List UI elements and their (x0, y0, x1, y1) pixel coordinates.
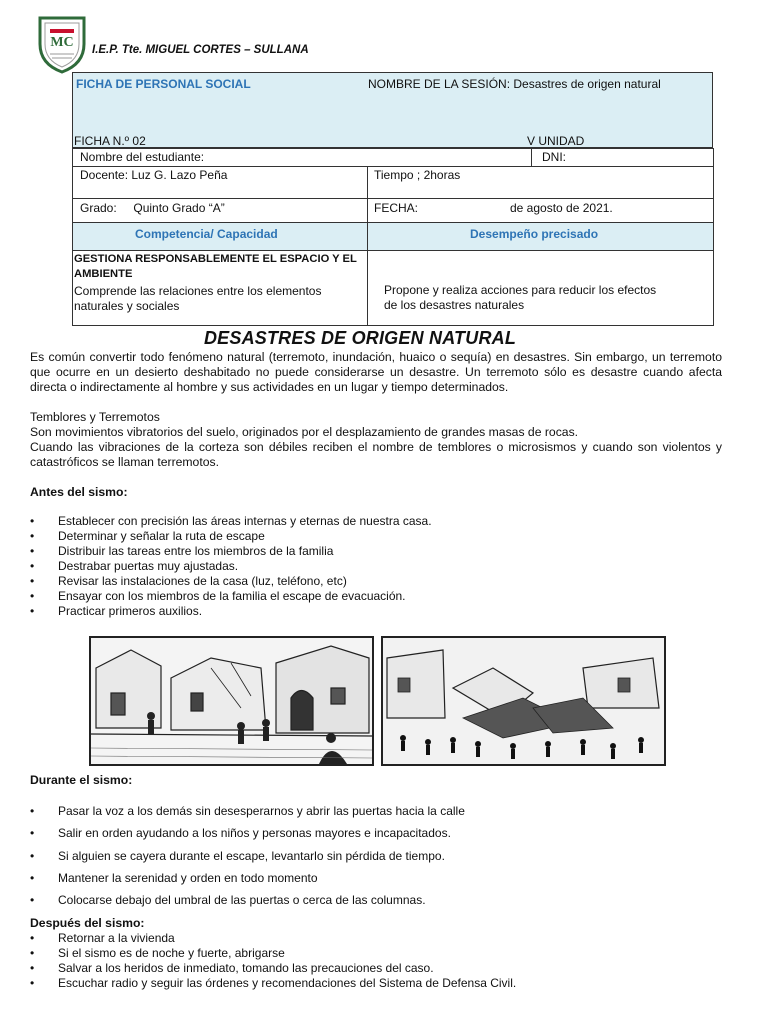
svg-text:MC: MC (50, 35, 74, 50)
list-item (30, 849, 720, 864)
grid-line (367, 166, 368, 326)
despues-heading: Después del sismo: (30, 916, 145, 930)
list-item (30, 559, 720, 574)
list-item-text: Salir en orden ayudando a los niños y personas mayores e incapacitados. (58, 826, 451, 840)
bullet-icon: • (30, 826, 35, 840)
list-item (30, 961, 720, 976)
list-item (30, 871, 720, 886)
bullet-icon: • (30, 893, 35, 907)
list-item-text: Retornar a la vivienda (58, 931, 175, 945)
durante-heading: Durante el sismo: (30, 773, 133, 787)
antes-heading: Antes del sismo: (30, 485, 128, 499)
session-name: NOMBRE DE LA SESIÓN: Desastres de origen natural (368, 77, 661, 91)
list-item (30, 604, 720, 619)
list-item-text: Mantener la serenidad y orden en todo momento (58, 871, 318, 885)
list-item-text: Pasar la voz a los demás sin desesperarnos y abrir las puertas hacia la calle (58, 804, 465, 818)
list-item (30, 893, 720, 908)
grid-line (72, 148, 714, 149)
list-item (30, 826, 720, 841)
bullet-icon: • (30, 931, 35, 945)
subtitle-temblores: Temblores y Terremotos (30, 410, 160, 424)
page-title: DESASTRES DE ORIGEN NATURAL (203, 328, 517, 348)
competencia-text: GESTIONA RESPONSABLEMENTE EL ESPACIO Y EL (74, 253, 357, 265)
grid-line (72, 148, 73, 326)
list-item (30, 976, 720, 991)
list-item-text: Distribuir las tareas entre los miembros de la familia (58, 544, 334, 558)
definition-text: Son movimientos vibratorios del suelo, originados por el desplazamiento de grandes masas de rocas. (30, 425, 579, 439)
list-item (30, 529, 720, 544)
unidad-label: V UNIDAD (527, 134, 585, 148)
list-item-text: Practicar primeros auxilios. (58, 604, 203, 618)
earthquake-illustration-left (89, 636, 374, 766)
list-item (30, 946, 720, 961)
ficha-title: FICHA DE PERSONAL SOCIAL (76, 77, 251, 91)
bullet-icon: • (30, 514, 35, 528)
date-value: de agosto de 2021. (510, 201, 613, 215)
bullet-icon: • (30, 961, 35, 975)
list-item-text: Si el sismo es de noche y fuerte, abrigarse (58, 946, 285, 960)
ficha-number: FICHA N.º 02 (74, 134, 146, 148)
intro-paragraph: Es común convertir todo fenómeno natural (terremoto, inundación, huaico o sequía) en desastres. Sin embargo, un terremoto que ocurre en un desierto deshabitado no puede considerarse un desastre. Un terremoto sólo es desastre cuando afecta directa o indirectamente al hombre y sus actividades en un lugar y tiempo determinados. (30, 350, 722, 394)
school-logo (36, 14, 88, 74)
grid-line (531, 148, 532, 166)
earthquake-illustration-right (381, 636, 666, 766)
list-item-text: Revisar las instalaciones de la casa (luz, teléfono, etc) (58, 574, 347, 588)
bullet-icon: • (30, 529, 35, 543)
school-name: I.E.P. Tte. MIGUEL CORTES – SULLANA (92, 44, 309, 56)
capacidad-text-2: naturales y sociales (74, 299, 180, 313)
list-item-text: Escuchar radio y seguir las órdenes y recomendaciones del Sistema de Defensa Civil. (58, 976, 517, 990)
grid-line (72, 198, 714, 199)
competencia-text-2: AMBIENTE (74, 268, 133, 280)
grade-label: Grado: Quinto Grado “A” (80, 201, 225, 215)
desempeno-text-2: de los desastres naturales (384, 298, 525, 312)
bullet-icon: • (30, 559, 35, 573)
grid-line (72, 250, 714, 251)
bullet-icon: • (30, 946, 35, 960)
list-item-text: Salvar a los heridos de inmediato, tomando las precauciones del caso. (58, 961, 434, 975)
date-label: FECHA: (374, 201, 419, 215)
bullet-icon: • (30, 604, 35, 618)
grid-line (713, 148, 714, 326)
list-item (30, 804, 720, 819)
grid-line (72, 166, 714, 167)
capacidad-text: Comprende las relaciones entre los elementos (74, 284, 322, 298)
bullet-icon: • (30, 589, 35, 603)
dni-label: DNI: (542, 150, 566, 164)
bullet-icon: • (30, 804, 35, 818)
time-label: Tiempo ; 2horas (374, 168, 461, 182)
list-item (30, 574, 720, 589)
list-item (30, 544, 720, 559)
desempeno-text: Propone y realiza acciones para reducir los efectos (384, 283, 657, 297)
bullet-icon: • (30, 574, 35, 588)
teacher-label: Docente: Luz G. Lazo Peña (80, 168, 228, 182)
bullet-icon: • (30, 849, 35, 863)
bullet-icon: • (30, 544, 35, 558)
bullet-icon: • (30, 871, 35, 885)
list-item-text: Destrabar puertas muy ajustadas. (58, 559, 239, 573)
desempeno-header: Desempeño precisado (470, 227, 599, 241)
list-item-text: Colocarse debajo del umbral de las puertas o cerca de las columnas. (58, 893, 426, 907)
list-item-text: Determinar y señalar la ruta de escape (58, 529, 265, 543)
competencia-header: Competencia/ Capacidad (135, 227, 278, 241)
list-item (30, 514, 720, 529)
list-item-text: Si alguien se cayera durante el escape, levantarlo sin pérdida de tiempo. (58, 849, 445, 863)
grid-line (72, 325, 714, 326)
list-item (30, 589, 720, 604)
definition-text-2: Cuando las vibraciones de la corteza son débiles reciben el nombre de temblores o microsismos y cuando son violentos y catastróficos se llaman terremotos. (30, 440, 722, 469)
student-name-label: Nombre del estudiante: (80, 150, 205, 164)
list-item-text: Establecer con precisión las áreas internas y eternas de nuestra casa. (58, 514, 432, 528)
bullet-icon: • (30, 976, 35, 990)
list-item (30, 931, 720, 946)
list-item-text: Ensayar con los miembros de la familia el escape de evacuación. (58, 589, 406, 603)
